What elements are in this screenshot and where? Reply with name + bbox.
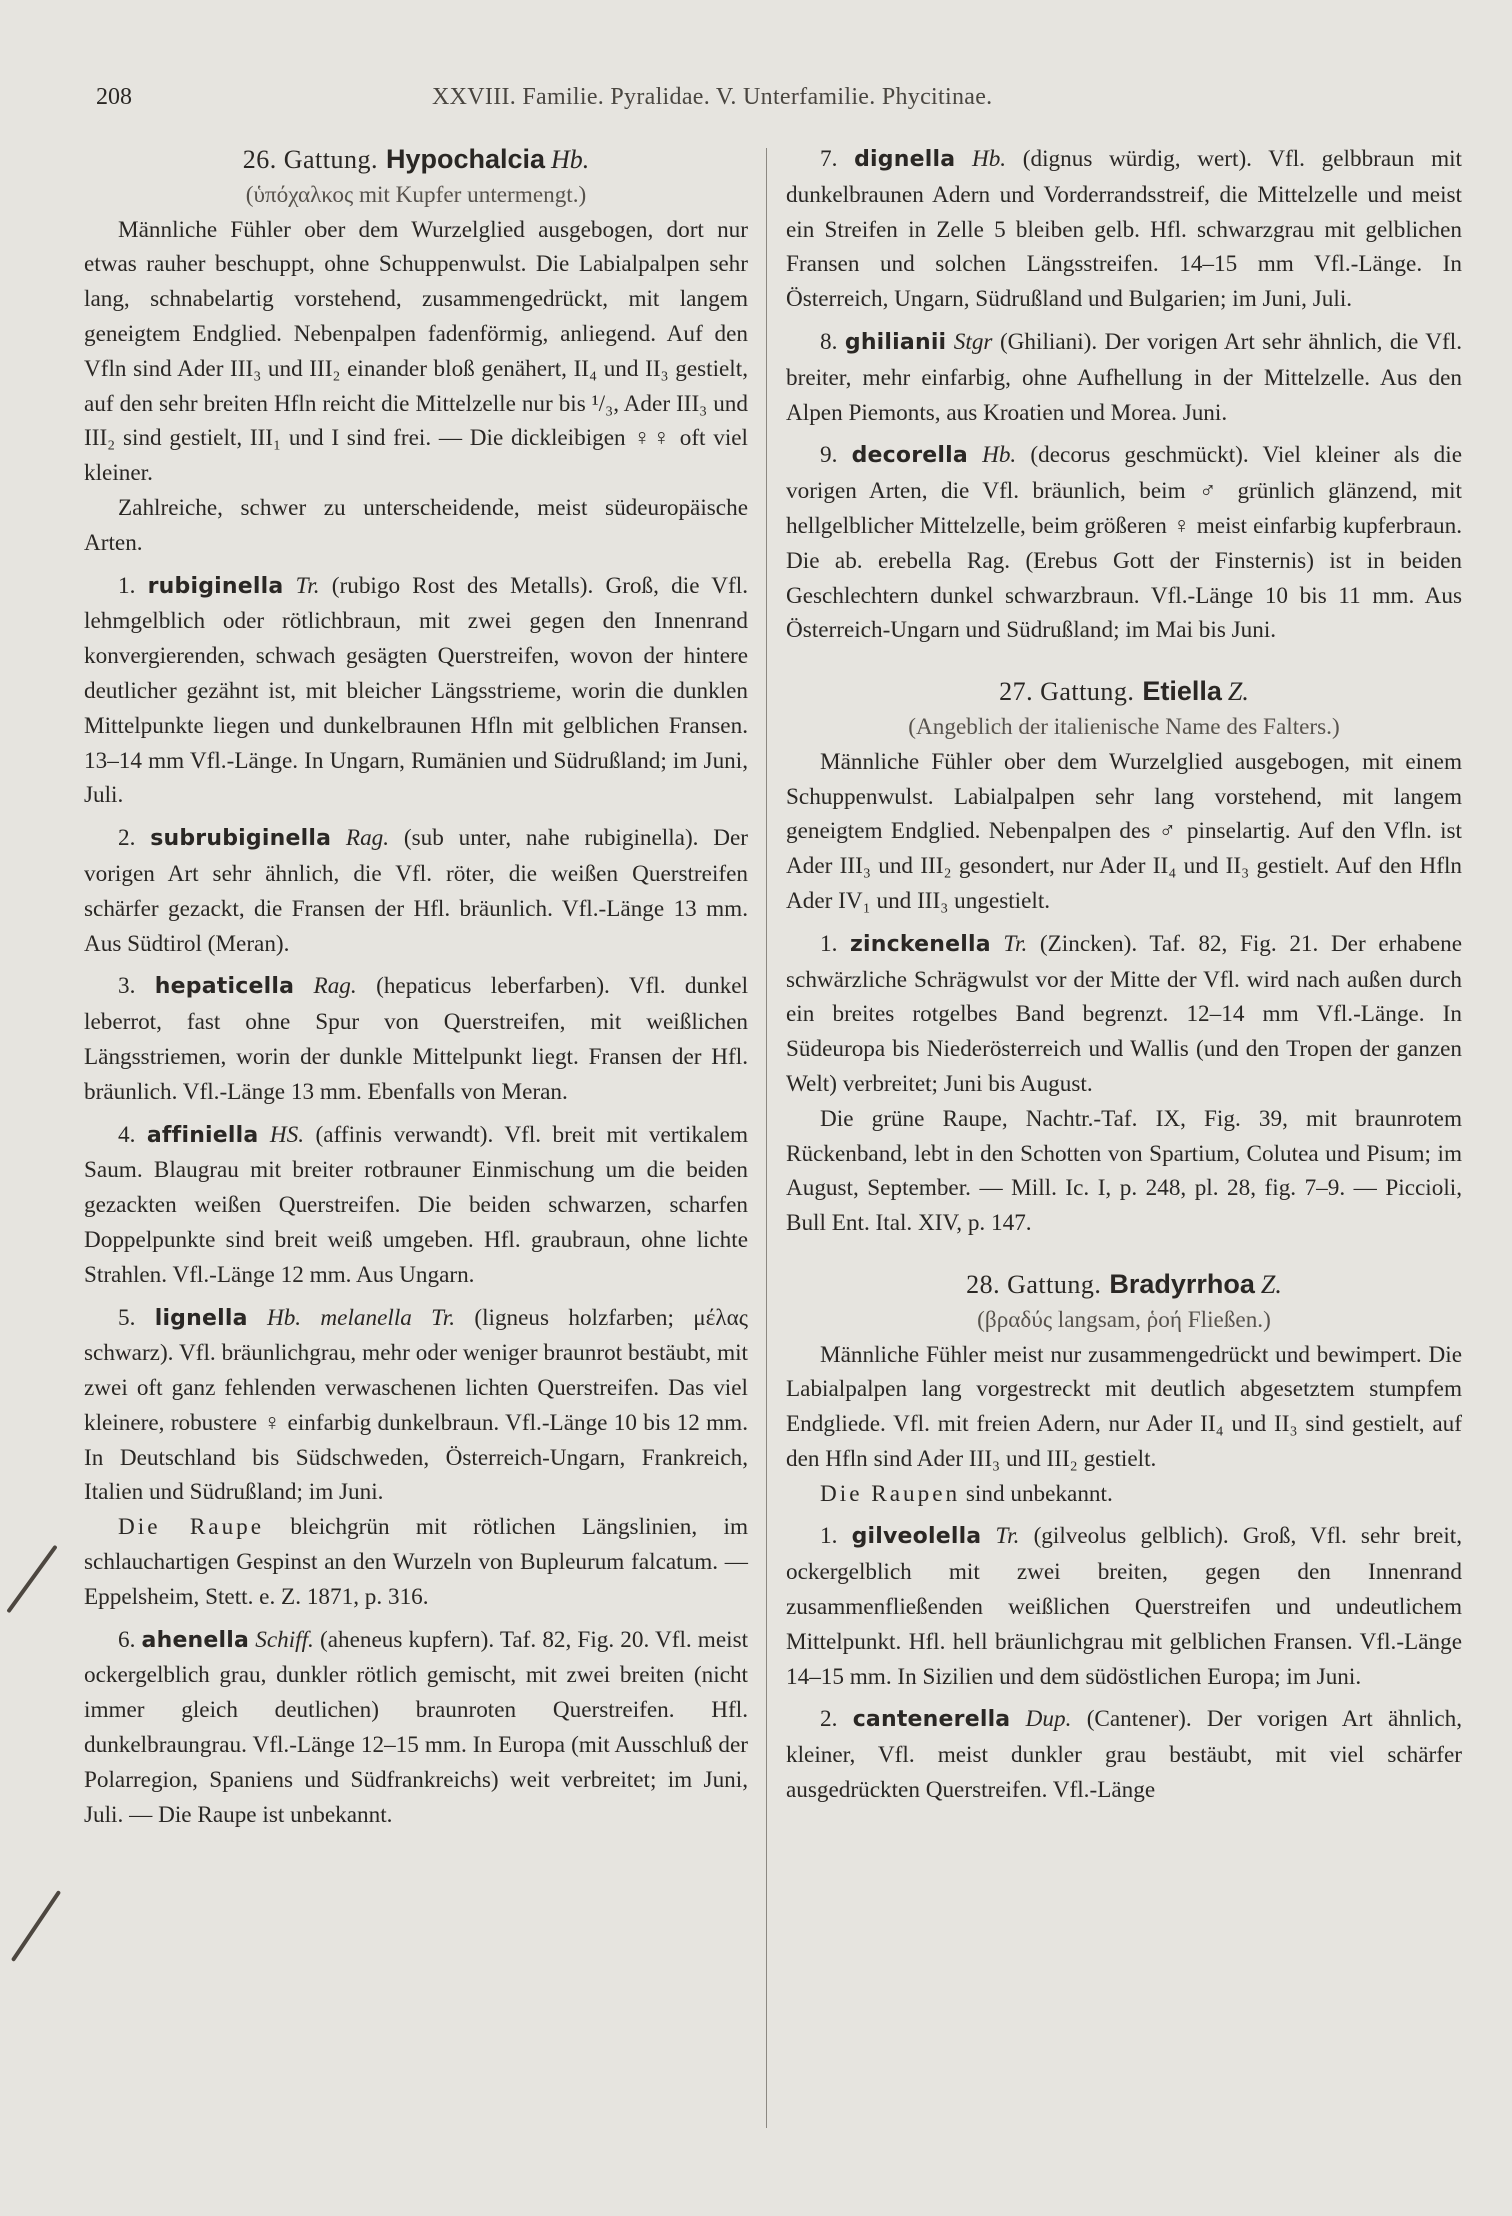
- species-name: ghilianii: [844, 329, 947, 355]
- genus-heading-28: 28. Gattung. Bradyrrhoa Z.: [966, 1268, 1282, 1299]
- species-entry: 9. decorella Hb. (decorus geschmückt). Viel kleiner als die vorigen Arten, die Vfl. bräunlich, beim ♂ grünlich glänzend, mit hellgelblicher Mittelzelle, beim größeren ♀ meist einfarbig kupferbraun. Die ab. erebella Rag. (Erebus Gott der Finsternis) ist in beiden Geschlechtern dunkel schwarzbraun. Vfl.-Länge 10 bis 11 mm. Aus Österreich-Ungarn und Südrußland; im Mai bis Juni.: [786, 442, 1463, 644]
- genus-note: Zahlreiche, schwer zu unterscheidende, meist südeuropäische Arten.: [84, 494, 748, 556]
- left-column: [84, 142, 748, 1832]
- species-entry: 1. zinckenella Tr. (Zincken). Taf. 82, Fig. 21. Der erhabene schwärzliche Schrägwulst vor der Mitte der Vfl. wird nach außen durch ein breites rotgelbes Band begrenzt. 12–14 mm Vfl.-Länge. In Südeuropa bis Niederösterreich und Wallis (und den Tropen der ganzen Welt) verbreitet; Juni bis August.: [786, 930, 1463, 1097]
- species-name: rubiginella: [147, 573, 284, 599]
- genus-description: Männliche Fühler ober dem Wurzelglied ausgebogen, mit einem Schuppenwulst. Labialpalpen sehr lang vorstehend, mit langem geneigtem Endglied. Nebenpalpen des ♂ pinselartig. Auf den Vfln. ist Ader III₃ und III₂ gesondert, nur Ader II₄ und II₃ gestielt. Auf den Hfln Ader IV₁ und III₃ ungestielt.: [786, 748, 1462, 914]
- species-entry: 1. gilveolella Tr. (gilveolus gelblich). Groß, Vfl. sehr breit, ockergelblich mit zwei breiten, gegen den Innenrand zusammenfließenden weißlichen Querstreifen und undeutlichem Mittelpunkt. Hfl. hell bräunlichgrau mit gelblichen Fransen. Vfl.-Länge 14–15 mm. In Sizilien und dem südöstlichen Europa; im Juni.: [786, 1523, 1463, 1690]
- genus-heading-26: 26. Gattung. Hypochalcia Hb.: [242, 144, 590, 174]
- species-entry: 3. hepaticella Rag. (hepaticus leberfarben). Vfl. dunkel leberrot, fast ohne Spur von Querstreifen, mit weißlichen Längsstriemen, worin der dunkle Mittelpunkt liegt. Fransen der Hfl. bräunlich. Vfl.-Länge 13 mm. Ebenfalls von Meran.: [84, 973, 749, 1105]
- species-name: gilveolella: [851, 1524, 982, 1550]
- margin-pencil-mark: [6, 1545, 57, 1614]
- species-name: decorella: [851, 443, 968, 469]
- species-name: hepaticella: [154, 974, 295, 1000]
- species-entry: 1. rubiginella Tr. (rubigo Rost des Metalls). Groß, die Vfl. lehmgelblich oder rötlichbraun, mit zwei gegen den Innenrand konvergierenden, schwach gesägten Querstreifen, wovon der hintere deutlicher gezähnt ist, mit bleicher Längsstrieme, worin die dunklen Mittelpunkte liegen und dunkelbraunen Hfln mit gelblichen Fransen. 13–14 mm Vfl.-Länge. In Ungarn, Rumänien und Südrußland; im Juni, Juli.: [84, 572, 748, 809]
- species-name: subrubiginella: [150, 826, 332, 852]
- genus-etymology: (Angeblich der italienische Name des Falters.): [908, 713, 1340, 740]
- genus-etymology: (ὑπόχαλκος mit Kupfer untermengt.): [245, 181, 587, 208]
- species-entry: 4. affiniella HS. (affinis verwandt). Vfl. breit mit vertikalem Saum. Blaugrau mit breiter rotbrauner Einmischung um die beiden gezackten weißen Querstreifen. Die beiden schwarzen, scharfen Doppelpunkte sind breit weiß umgeben. Hfl. graubraun, ohne lichte Strahlen. Vfl.-Länge 12 mm. Aus Ungarn.: [84, 1121, 749, 1288]
- larva-note: Die Raupe bleichgrün mit rötlichen Längslinien, im schlauchartigen Gespinst an den Wurzeln von Bupleurum falcatum. — Eppelsheim, Stett. e. Z. 1871, p. 316.: [84, 1514, 748, 1610]
- larva-note: Die grüne Raupe, Nachtr.-Taf. IX, Fig. 39, mit braunrotem Rückenband, lebt in den Schotten von Spartium, Colutea und Pisum; im August, September. — Mill. Ic. I, p. 248, pl. 28, fig. 7–9. — Piccioli, Bull Ent. Ital. XIV, p. 147.: [786, 1105, 1462, 1237]
- genus-heading-27: 27. Gattung. Etiella Z.: [999, 676, 1249, 707]
- species-name: dignella: [854, 147, 956, 172]
- genus-description: Männliche Fühler ober dem Wurzelglied ausgebogen, dort nur etwas rauher beschuppt, ohne Schuppenwulst. Die Labialpalpen sehr lang, schnabelartig vorstehend, zusammengedrückt, mit langem geneigtem Endglied. Nebenpalpen fadenförmig, anliegend. Auf den Vfln sind Ader III₃ und III₂ einander bloß genähert, II₄ und II₃ gestielt, auf den sehr breiten Hfln reicht die Mittelzelle nur bis ¹/₃, Ader III₃ und III₂ sind gestielt, III₁ und I sind frei. — Die dickleibigen ♀♀ oft viel kleiner.: [84, 216, 748, 487]
- page-number: 208: [96, 84, 132, 110]
- species-name: zinckenella: [850, 931, 991, 957]
- species-name: affiniella: [146, 1122, 259, 1148]
- genus-name: Hypochalcia: [385, 144, 546, 174]
- column-divider: [766, 148, 767, 2128]
- species-entry: 8. ghilianii Stgr (Ghiliani). Der vorigen Art sehr ähnlich, die Vfl. breiter, mehr einfarbig, ohne Aufhellung in der Mittelzelle. Aus den Alpen Piemonts, aus Kroatien und Morea. Juni.: [786, 328, 1463, 426]
- genus-etymology: (βραδύς langsam, ῥοή Fließen.): [977, 1306, 1271, 1333]
- genus-name: Etiella: [1142, 676, 1222, 707]
- page-header: [96, 84, 1138, 120]
- species-name: ahenella: [141, 1627, 250, 1653]
- species-entry: 2. cantenerella Dup. (Cantener). Der vorigen Art ähnlich, kleiner, Vfl. meist dunkler grau bestäubt, mit viel schärfer ausgedrückten Querstreifen. Vfl.-Länge: [786, 1706, 1463, 1804]
- genus-name: Bradyrrhoa: [1109, 1268, 1255, 1299]
- species-entry: 7. dignella Hb. (dignus würdig, wert). Vfl. gelbbraun mit dunkelbraunen Adern und Vorderrandsstreif, die Mittelzelle und meist ein Streifen in Zelle 5 bleiben gelb. Hfl. schwarzgrau mit gelblichen Fransen und solchen Längsstreifen. 14–15 mm Vfl.-Länge. In Österreich, Ungarn, Südrußland und Bulgarien; im Juni, Juli.: [786, 146, 1462, 313]
- species-name: lignella: [154, 1305, 248, 1331]
- genus-description: Männliche Fühler meist nur zusammengedrückt und bewimpert. Die Labialpalpen lang vorgestreckt mit deutlich abgesetztem stumpfem Endgliede. Vfl. mit freien Adern, nur Ader II₄ und II₃ sind gestielt, auf den Hfln sind Ader III₃ und III₂ gestielt.: [786, 1341, 1462, 1472]
- right-column: [786, 142, 1462, 1808]
- species-entry: 2. subrubiginella Rag. (sub unter, nahe rubiginella). Der vorigen Art sehr ähnlich, die Vfl. röter, die weißen Querstreifen schärfer gezackt, die Fransen der Hfl. bräunlich. Vfl.-Länge 13 mm. Aus Südtirol (Meran).: [84, 825, 749, 957]
- species-entry: 6. ahenella Schiff. (aheneus kupfern). Taf. 82, Fig. 20. Vfl. meist ockergelblich grau, dunkler rötlich gemischt, mit zwei breiten (nicht immer gleich deutlichen) braunroten Querstreifen. Hfl. dunkelbraungrau. Vfl.-Länge 12–15 mm. In Europa (mit Ausschluß der Polarregion, Spaniens und Südfrankreichs) weit verbreitet; im Juni, Juli. — Die Raupe ist unbekannt.: [84, 1626, 749, 1828]
- larva-note: Die Raupen sind unbekannt.: [820, 1480, 1113, 1507]
- species-entry: 5. lignella Hb. melanella Tr. (ligneus holzfarben; μέλας schwarz). Vfl. bräunlichgrau, mehr oder weniger braunrot bestäubt, mit zwei oft ganz fehlenden verwaschenen lichten Querstreifen. Das viel kleinere, robustere ♀ einfarbig dunkelbraun. Vfl.-Länge 10 bis 12 mm. In Deutschland bis Südschweden, Österreich-Ungarn, Frankreich, Italien und Südrußland; im Juni.: [84, 1304, 748, 1506]
- margin-pencil-mark: [11, 1890, 61, 1962]
- running-title: XXVIII. Familie. Pyralidae. V. Unterfamilie. Phycitinae.: [432, 84, 993, 110]
- species-name: cantenerella: [852, 1707, 1011, 1733]
